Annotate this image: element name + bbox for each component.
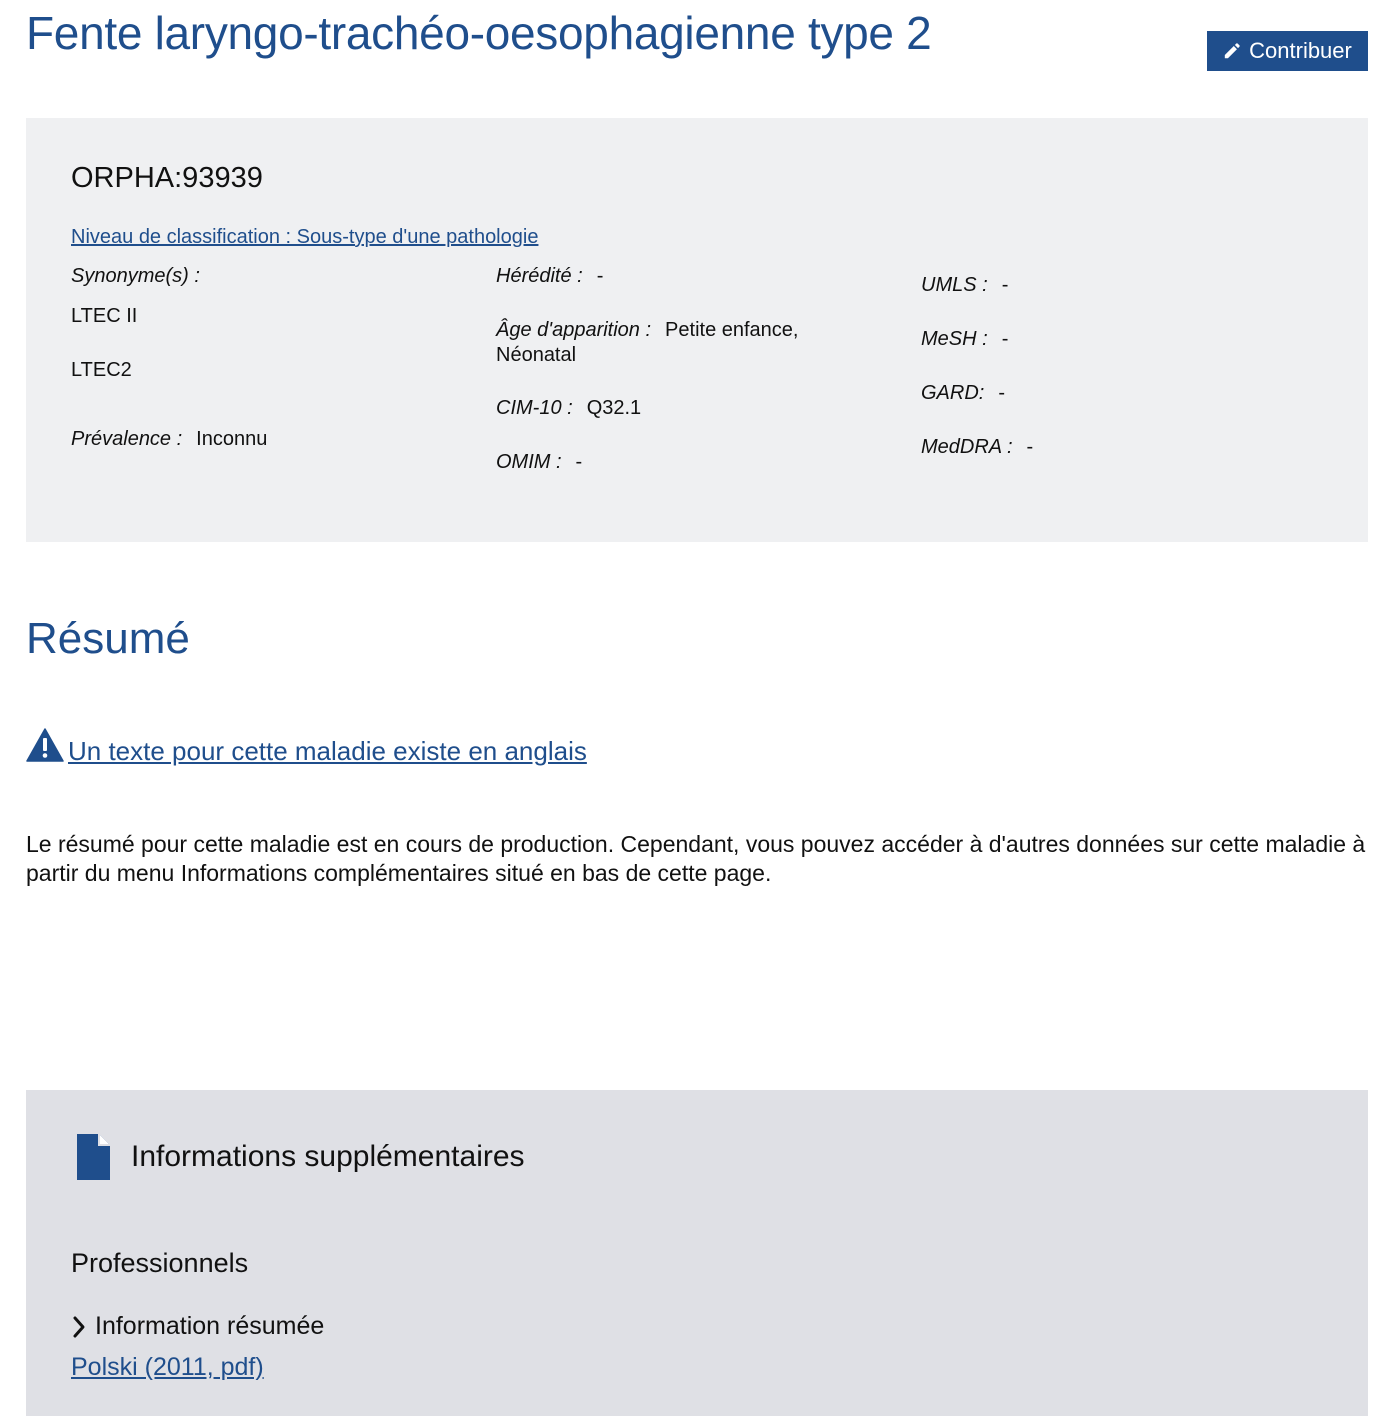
chevron-right-icon — [71, 1315, 87, 1339]
mesh-value: - — [1001, 328, 1009, 350]
prevalence-value: Inconnu — [196, 428, 268, 450]
onset-field — [496, 319, 798, 342]
english-text-notice[interactable] — [26, 728, 587, 767]
gard-label: GARD: — [921, 382, 985, 404]
orpha-code: ORPHA:93939 — [71, 162, 263, 194]
mesh-field — [921, 328, 1008, 351]
heredity-label: Hérédité : — [496, 265, 583, 287]
icd10-field — [496, 397, 641, 420]
english-text-link[interactable]: Un texte pour cette maladie existe en anglais — [68, 736, 587, 766]
summary-info-toggle[interactable] — [71, 1312, 324, 1341]
warning-icon — [26, 728, 64, 762]
meddra-value: - — [1026, 436, 1034, 458]
umls-field — [921, 274, 1008, 297]
heredity-value: - — [596, 265, 604, 287]
umls-value: - — [1001, 274, 1009, 296]
meddra-label: MedDRA : — [921, 436, 1013, 458]
summary-paragraph: Le résumé pour cette maladie est en cours de production. Cependant, vous pouvez accéder à d'autres données sur cette maladie à partir du menu Informations complémentaires situé en bas de cette page. — [26, 831, 1366, 886]
omim-value: - — [575, 451, 583, 473]
heredity-field — [496, 265, 603, 288]
omim-field — [496, 451, 582, 474]
polski-pdf-link[interactable]: Polski (2011, pdf) — [71, 1353, 264, 1381]
professionals-heading: Professionnels — [71, 1248, 249, 1278]
synonym-item: LTEC II — [71, 305, 138, 327]
gard-value: - — [998, 382, 1006, 404]
mesh-label: MeSH : — [921, 328, 988, 350]
omim-label: OMIM : — [496, 451, 562, 473]
umls-label: UMLS : — [921, 274, 988, 296]
summary-info-label: Information résumée — [95, 1312, 325, 1340]
prevalence-field — [71, 428, 267, 451]
synonyms-label: Synonyme(s) : — [71, 265, 200, 287]
gard-field — [921, 382, 1005, 405]
onset-value: Petite enfance, — [665, 319, 799, 341]
page-title: Fente laryngo-trachéo-oesophagienne type 2 — [26, 7, 932, 59]
pencil-icon — [1223, 42, 1241, 60]
synonym-item: LTEC2 — [71, 359, 132, 381]
onset-value-line2: Néonatal — [496, 344, 577, 366]
additional-info-title: Informations supplémentaires — [131, 1140, 525, 1173]
meddra-field — [921, 436, 1033, 459]
icd10-label: CIM-10 : — [496, 397, 573, 419]
icd10-value: Q32.1 — [586, 397, 642, 419]
summary-heading: Résumé — [26, 614, 190, 663]
classification-link[interactable]: Niveau de classification : Sous-type d'une pathologie — [71, 226, 539, 248]
onset-label: Âge d'apparition : — [496, 319, 652, 341]
prevalence-label: Prévalence : — [71, 428, 183, 450]
contribute-label: Contribuer — [1249, 38, 1352, 63]
document-icon — [77, 1134, 110, 1180]
contribute-button[interactable] — [1207, 31, 1368, 71]
